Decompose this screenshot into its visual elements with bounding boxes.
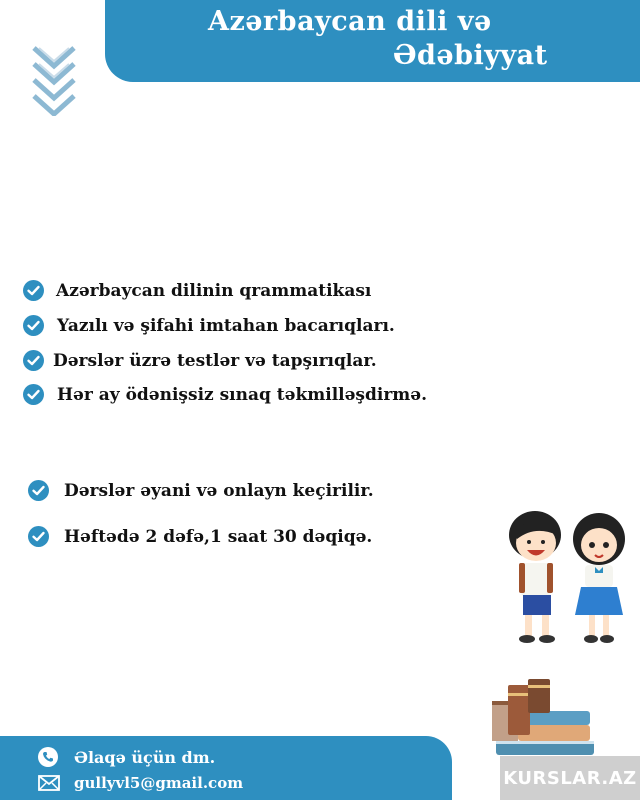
check-circle-icon (28, 480, 49, 501)
header-banner (105, 0, 640, 82)
contact-label: Əlaqə üçün dm. (74, 747, 216, 767)
title-line-1: Azərbaycan dili və (208, 6, 492, 37)
feature-item-3 (23, 350, 377, 371)
check-circle-icon (23, 280, 44, 301)
feature-text: Hər ay ödənişsiz sınaq təkmilləşdirmə. (57, 384, 428, 405)
feature-text: Dərslər üzrə testlər və tapşırıqlar. (53, 350, 377, 371)
feature-item-2 (23, 315, 395, 336)
kids-illustration (505, 505, 635, 655)
footer-contact-bar (0, 736, 452, 800)
books-illustration (488, 675, 600, 760)
feature-text: Yazılı və şifahi imtahan bacarıqları. (57, 315, 395, 336)
contact-row (38, 747, 215, 767)
phone-icon (38, 747, 58, 767)
check-circle-icon (28, 526, 49, 547)
detail-text: Dərslər əyani və onlayn keçirilir. (64, 480, 374, 501)
check-circle-icon (23, 350, 44, 371)
check-circle-icon (23, 315, 44, 336)
check-circle-icon (23, 384, 44, 405)
contact-email[interactable]: gullyvl5@gmail.com (74, 774, 244, 792)
title-line-2: Ədəbiyyat (393, 40, 548, 71)
mail-icon (38, 775, 60, 791)
email-row[interactable] (38, 774, 243, 792)
detail-text: Həftədə 2 dəfə,1 saat 30 dəqiqə. (64, 526, 373, 547)
feature-item-4 (23, 384, 427, 405)
kurslar-watermark: KURSLAR.AZ (500, 756, 640, 800)
chevrons-down-icon (30, 44, 78, 116)
detail-item-1 (28, 480, 374, 501)
feature-item-1 (23, 280, 371, 301)
detail-item-2 (28, 526, 372, 547)
feature-text: Azərbaycan dilinin qrammatikası (56, 280, 372, 301)
